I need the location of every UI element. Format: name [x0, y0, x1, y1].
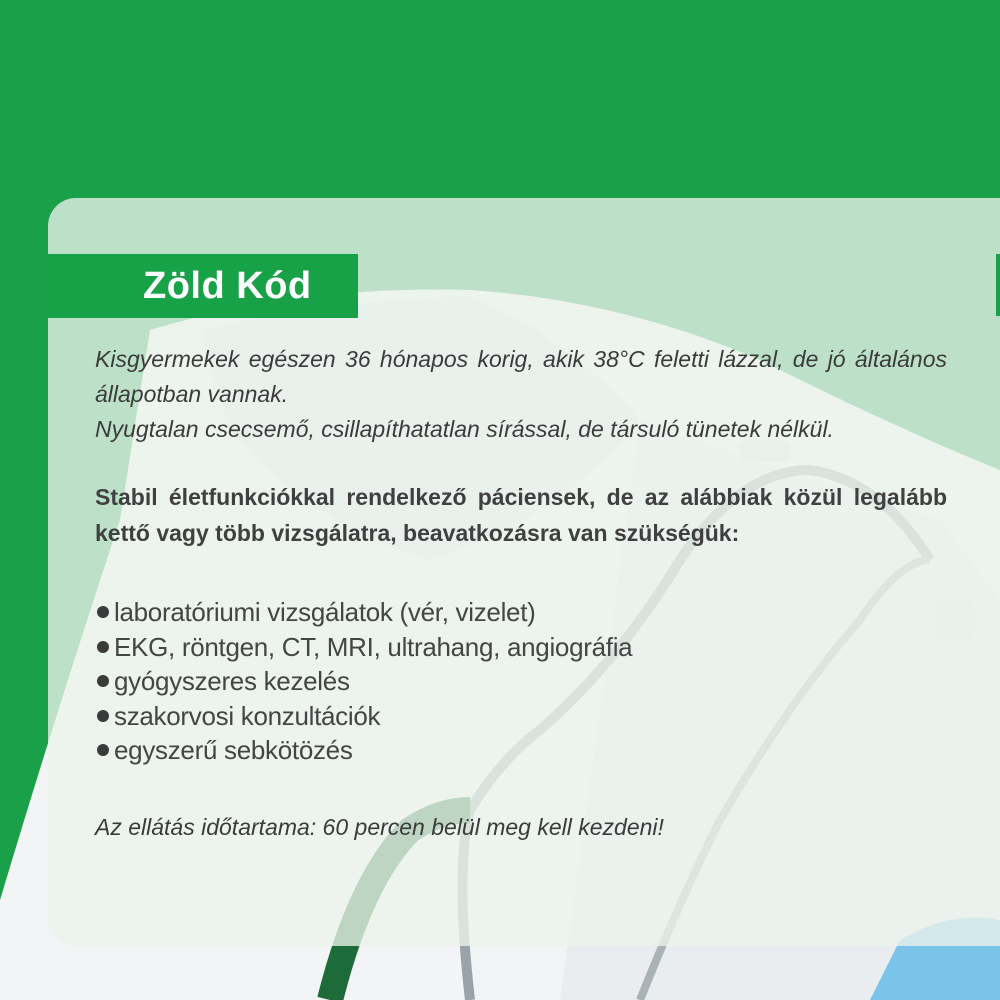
list-item-label: laboratóriumi vizsgálatok (vér, vizelet): [114, 597, 536, 627]
list-item-label: EKG, röntgen, CT, MRI, ultrahang, angiográfia: [114, 631, 633, 662]
list-item-label: szakorvosi konzultációk: [114, 700, 381, 731]
title-banner: [48, 254, 358, 318]
list-item: [95, 733, 947, 768]
list-item: [95, 699, 947, 734]
bullet-icon: [97, 606, 109, 618]
intro-section: [95, 342, 947, 447]
duration-note: Az ellátás időtartama: 60 percen belül meg kell kezdeni!: [95, 813, 664, 840]
list-item-label: gyógyszeres kezelés: [114, 666, 350, 696]
intro-paragraph: Kisgyermekek egészen 36 hónapos korig, akik 38°C feletti lázzal, de jó általános állapotban vannak.: [95, 346, 947, 407]
list-item: [95, 664, 947, 699]
card-title: Zöld Kód: [143, 264, 312, 307]
services-list: [95, 595, 947, 768]
card-content: [95, 342, 947, 844]
intro-paragraph: Nyugtalan csecsemő, csillapíthatatlan sírással, de társuló tünetek nélkül.: [95, 416, 834, 442]
bullet-icon: [97, 675, 109, 687]
list-item-label: egyszerű sebkötözés: [114, 735, 353, 765]
bullet-icon: [97, 744, 109, 756]
stable-patients-text: Stabil életfunkciókkal rendelkező páciensek, de az alábbiak közül legalább kettő vagy több vizsgálatra, beavatkozásra van szükségük:: [95, 484, 947, 546]
bullet-icon: [97, 710, 109, 722]
bullet-icon: [97, 641, 109, 653]
right-edge-tab: [996, 254, 1000, 316]
list-item: [95, 595, 947, 630]
list-item: [95, 630, 947, 665]
